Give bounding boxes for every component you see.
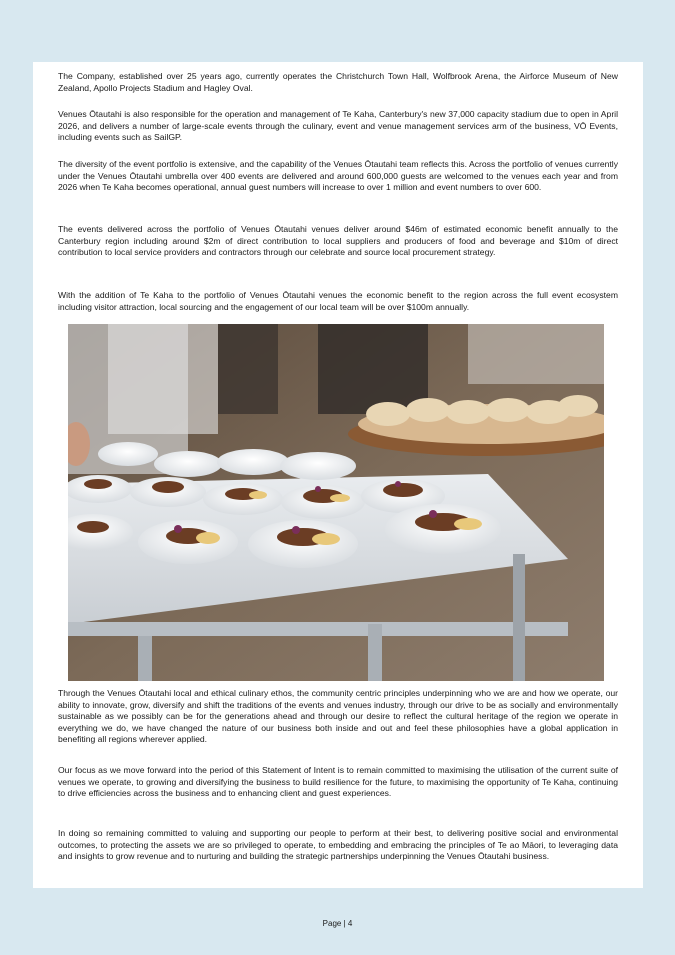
paragraph-company-overview: The Company, established over 25 years ago, currently operates the Christchurch Town Hall, Wolfbrook Arena, the Airforce Museum of New Zealand, Apollo Projects Stadium and Hagley Oval.: [58, 71, 618, 93]
paragraph-commitments: In doing so remaining committed to valuing and supporting our people to perform at their best, to delivering positive social and environmental outcomes, to protecting the assets we are so privileged to operate, to embedding and embracing the principles of Te ao Māori, to leveraging data and insights to grow revenue and to nurturing and building the strategic partnerships underpinning the Venues Ōtautahi business.: [58, 828, 618, 862]
paragraph-te-kaha-benefit: With the addition of Te Kaha to the portfolio of Venues Ōtautahi venues the economic benefit to the region across the full event ecosystem including visitor attraction, local sourcing and the engagement of our local team will be over $100m annually.: [58, 290, 618, 312]
document-page: [33, 62, 643, 888]
paragraph-focus-forward: Our focus as we move forward into the period of this Statement of Intent is to remain committed to maximising the utilisation of the current suite of venues we operate, to growing and diversifying the business to build resilience for the future, to maximising the opportunity of Te Kaha, continuing to drive efficiencies across the business and to enhancing client and guest experiences.: [58, 765, 618, 799]
catering-photo: [68, 324, 604, 681]
paragraph-culinary-ethos: Through the Venues Ōtautahi local and ethical culinary ethos, the community centric principles underpinning who we are and how we operate, our ability to innovate, grow, diversify and shift the traditions of the events and venues industry, through our drive to be as socially and environmentally sustainable as we possibly can be for the generations ahead and through our desire to reflect the cultural heritage of the region we operate in everything we do, we have changed the nature of our business both inside and out and feel these philosophies have a global application in benefiting all regions wherever applied.: [58, 688, 618, 745]
paragraph-economic-benefit: The events delivered across the portfolio of Venues Ōtautahi venues deliver around $46m of estimated economic benefit annually to the Canterbury region including around $2m of direct contribution to local suppliers and producers of food and beverage and $10m of direct contribution to local service providers and contractors through our celebrate and source local procurement strategy.: [58, 224, 618, 258]
paragraph-te-kaha: Venues Ōtautahi is also responsible for the operation and management of Te Kaha, Canterbury's new 37,000 capacity stadium due to open in April 2026, and delivers a number of large-scale events through the culinary, event and venue management services arm of the business, VŌ Events, including events such as SailGP.: [58, 109, 618, 143]
page-number: Page | 4: [322, 919, 353, 928]
paragraph-event-portfolio: The diversity of the event portfolio is extensive, and the capability of the Venues Ōtautahi team reflects this. Across the portfolio of venues currently under the Venues Ōtautahi umbrella over 400 events are delivered and around 600,000 guests are welcomed to the venues each year and from 2026 when Te Kaha becomes operational, annual guest numbers will increase to over 1 million and event numbers to over 600.: [58, 159, 618, 193]
